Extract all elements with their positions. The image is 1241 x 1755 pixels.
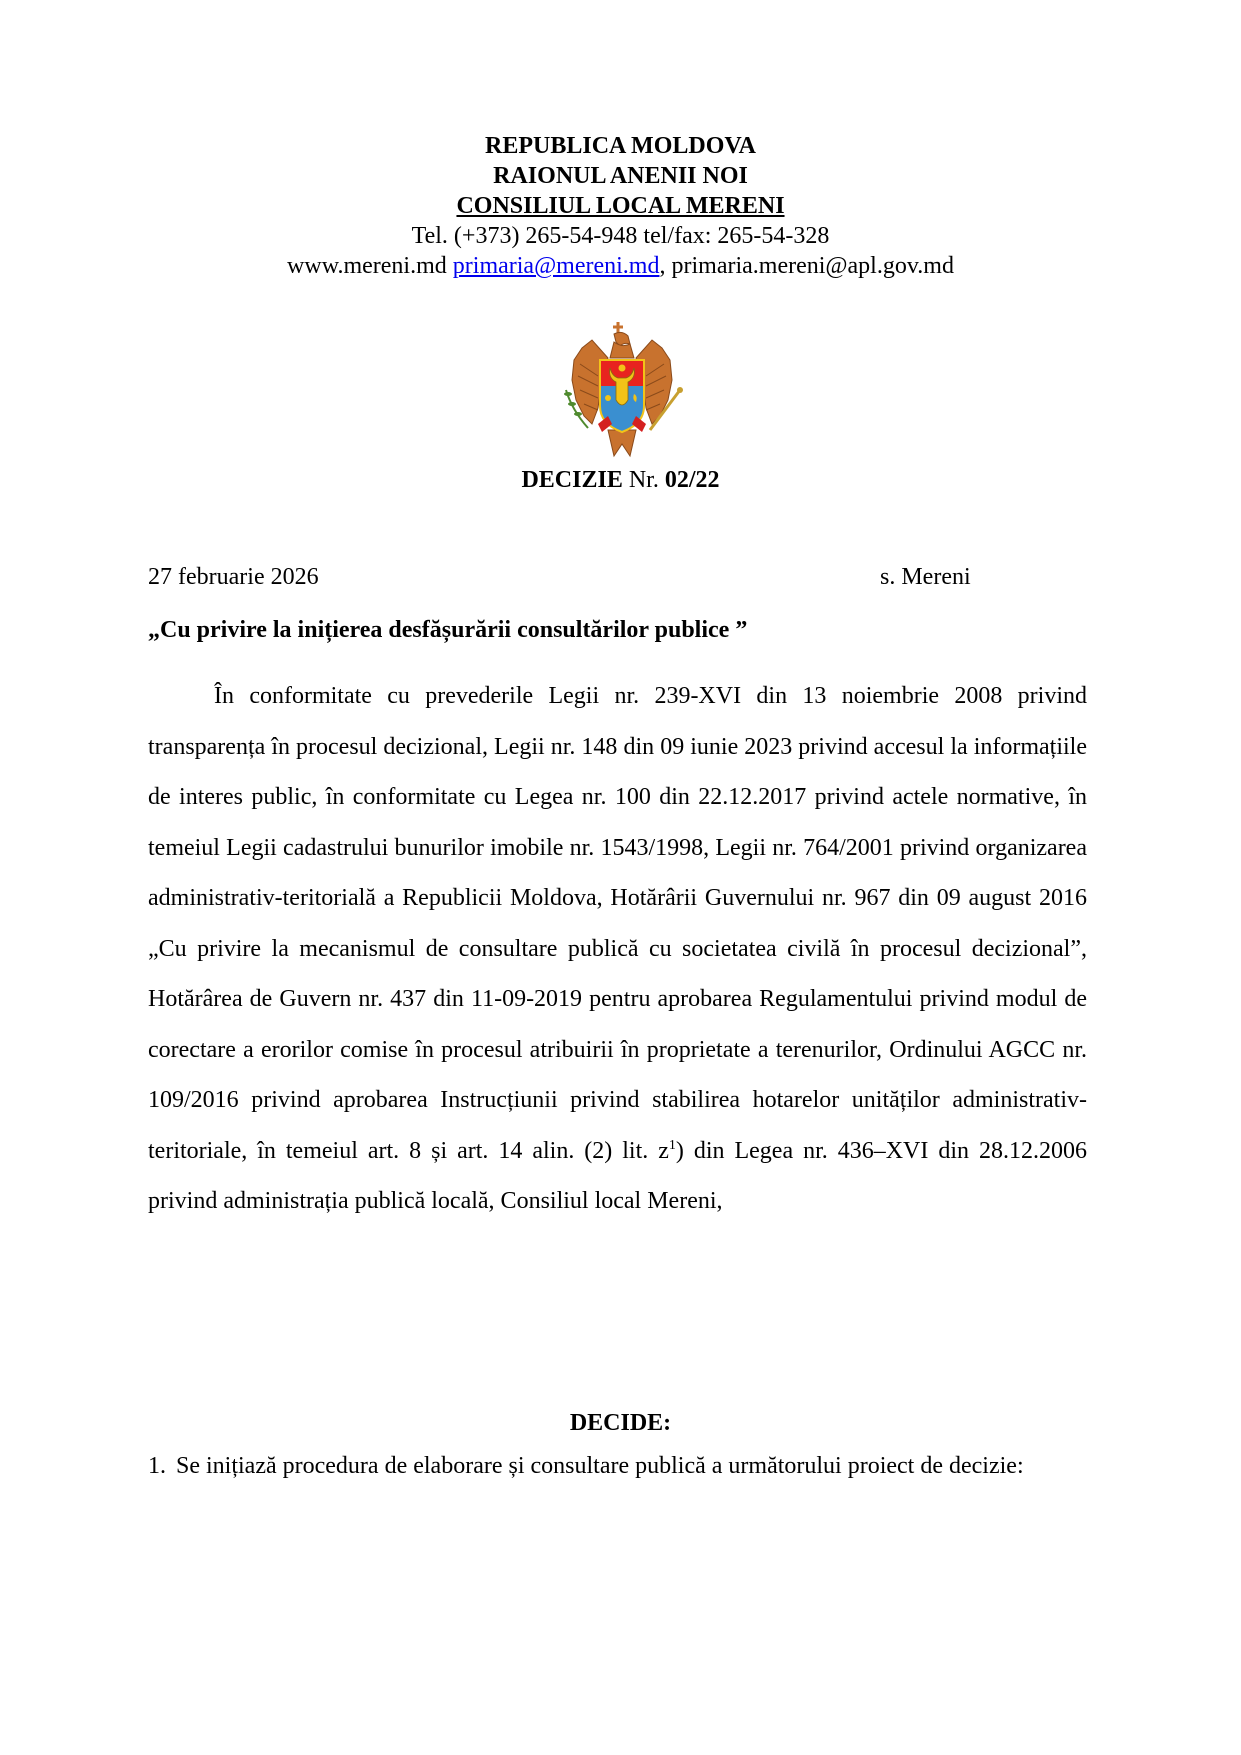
district-name: RAIONUL ANENII NOI bbox=[493, 163, 748, 189]
email-link-primary[interactable]: primaria@mereni.md bbox=[452, 253, 660, 279]
separator: , bbox=[659, 253, 672, 279]
decisions-list bbox=[148, 1450, 1087, 1483]
moldova-coat-of-arms-icon bbox=[558, 320, 686, 460]
decision-place: s. Mereni bbox=[880, 564, 971, 590]
list-item-number: 1. bbox=[148, 1453, 166, 1479]
email-secondary: primaria.mereni@apl.gov.md bbox=[671, 253, 954, 279]
decision-nr-label: Nr. bbox=[622, 467, 665, 493]
phone-line: Tel. (+373) 265-54-948 tel/fax: 265-54-328 bbox=[411, 223, 830, 249]
decision-title: „Cu privire la inițierea desfășurării consultărilor publice ” bbox=[148, 617, 748, 643]
preamble-paragraph bbox=[148, 671, 1087, 1227]
preamble-text-part1: În conformitate cu prevederile Legii nr. 239-XVI din 13 noiembrie 2008 privind transparența în procesul decizional, Legii nr. 148 din 09 iunie 2023 privind accesul la informațiile de interes public, în conformitate cu Legea nr. 100 din 22.12.2017 privind actele normative, în temeiul Legii cadastrului bunurilor imobile nr. 1543/1998, Legii nr. 764/2001 privind organizarea administrativ-teritorială a Republicii Moldova, Hotărârii Guvernului nr. 967 din 09 august 2016 „Cu privire la mecanismul de consultare publică cu societatea civilă în procesul decizional”, Hotărârea de Guvern nr. 437 din 11-09-2019 pentru aprobarea Regulamentului privind modul de corectare a erorilor comise în procesul atribuirii în proprietate a terenurilor, Ordinului AGCC nr. 109/2016 privind aprobarea Instrucțiunii privind stabilirea hotarelor unităților administrativ-teritoriale, în temeiul art. 8 și art. 14 alin. (2) lit. z bbox=[148, 683, 1087, 1164]
superscript: 1 bbox=[668, 1137, 676, 1153]
council-name: CONSILIUL LOCAL MERENI bbox=[456, 193, 785, 219]
list-item bbox=[148, 1450, 1087, 1483]
letterhead bbox=[0, 131, 1241, 281]
country-name: REPUBLICA MOLDOVA bbox=[485, 133, 756, 159]
web-email-line bbox=[0, 251, 1241, 281]
decision-number bbox=[0, 465, 1241, 495]
decide-heading: DECIDE: bbox=[569, 1410, 672, 1436]
preamble-text-part2: ) din Legea nr. 436–XVI din 28.12.2006 privind administrația publică locală, Consiliul local Mereni, bbox=[148, 1137, 1087, 1214]
list-item-text: Se inițiază procedura de elaborare și consultare publică a următorului proiect de decizie: bbox=[176, 1453, 1024, 1479]
decision-label: DECIZIE bbox=[521, 467, 623, 493]
decision-number-value: 02/22 bbox=[664, 467, 720, 493]
council-name-line bbox=[0, 191, 1241, 221]
date-place-line bbox=[148, 562, 1090, 592]
website-text: www.mereni.md bbox=[287, 253, 447, 279]
decision-date: 27 februarie 2026 bbox=[148, 564, 319, 590]
